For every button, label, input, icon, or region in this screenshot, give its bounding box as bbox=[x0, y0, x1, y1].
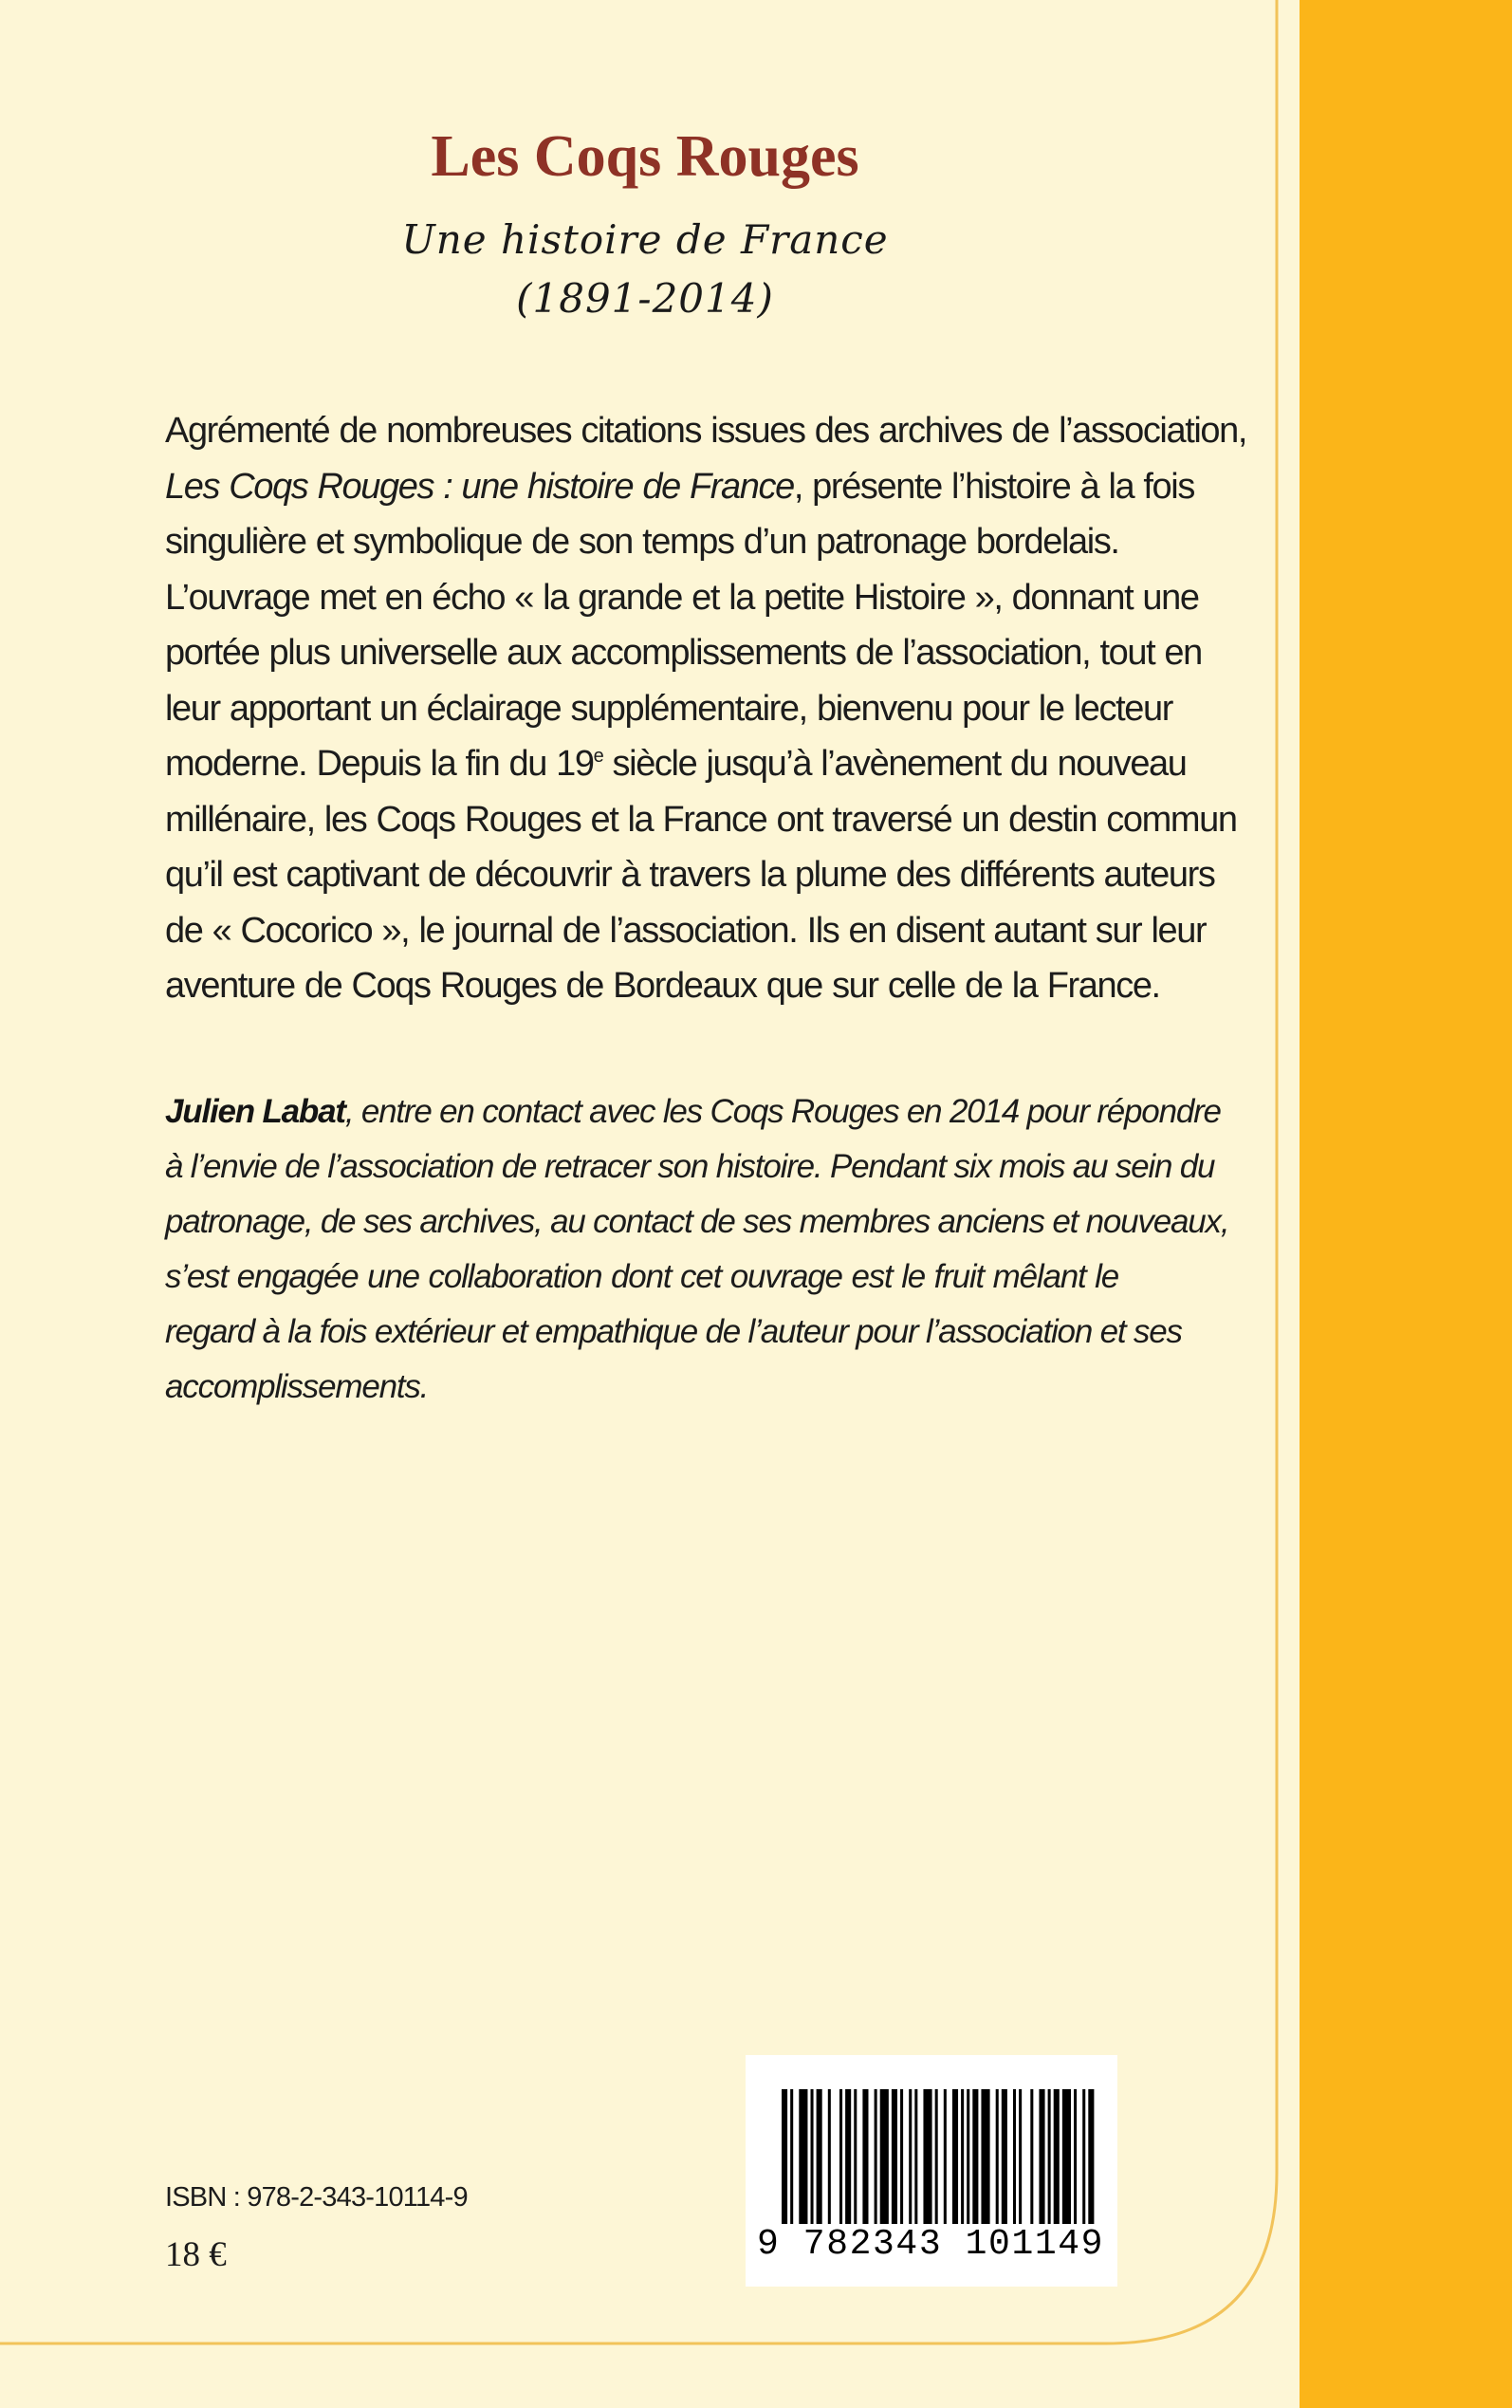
description-line: L’ouvrage met en écho « la grande et la petite Histoire », donnant une bbox=[165, 577, 1199, 618]
bio-line: à l’envie de l’association de retracer son histoire. Pendant six mois au sein du bbox=[165, 1148, 1215, 1185]
description-line bbox=[165, 459, 1194, 515]
century-superscript: e bbox=[593, 746, 603, 767]
description-line: leur apportant un éclairage supplémentaire, bienvenu pour le lecteur bbox=[165, 688, 1172, 729]
description-line: singulière et symbolique de son temps d’un patronage bordelais. bbox=[165, 522, 1119, 562]
barcode-bar bbox=[1088, 2089, 1094, 2230]
barcode-bar bbox=[1019, 2089, 1022, 2230]
description-text: siècle jusqu’à l’avènement du nouveau bbox=[602, 744, 1187, 784]
description-line: aventure de Coqs Rouges de Bordeaux que sur celle de la France. bbox=[165, 966, 1160, 1006]
barcode-bar bbox=[1039, 2089, 1044, 2230]
description-text: moderne. Depuis la fin du 19 bbox=[165, 744, 594, 784]
book-dates: (1891-2014) bbox=[516, 275, 774, 322]
bio-line: s’est engagée une collaboration dont cet ouvrage est le fruit mêlant le bbox=[165, 1258, 1118, 1295]
description-line: millénaire, les Coqs Rouges et la France ont traversé un destin commun bbox=[165, 799, 1237, 840]
description-line bbox=[165, 736, 1187, 792]
barcode-bar bbox=[909, 2089, 912, 2230]
barcode-bar bbox=[1062, 2089, 1071, 2230]
barcode-bar bbox=[923, 2089, 931, 2230]
barcode-bar bbox=[967, 2089, 969, 2230]
bio-line: regard à la fois extérieur et empathique de l’auteur pour l’association et ses bbox=[165, 1313, 1182, 1350]
barcode-bar bbox=[1074, 2089, 1077, 2230]
barcode-bar bbox=[811, 2089, 814, 2230]
barcode-bar bbox=[914, 2089, 917, 2230]
barcode-bar bbox=[799, 2089, 807, 2230]
barcode-bar bbox=[875, 2089, 877, 2230]
barcode-bar bbox=[862, 2089, 868, 2230]
barcode-bar bbox=[828, 2089, 831, 2230]
barcode-digits: 9 782343 101149 bbox=[757, 2224, 1108, 2265]
bio-line: accomplissements. bbox=[165, 1368, 429, 1405]
barcode-bar bbox=[981, 2089, 989, 2230]
description-line: portée plus universelle aux accomplissements de l’association, tout en bbox=[165, 633, 1202, 673]
description-line: Agrémenté de nombreuses citations issues des archives de l’association, bbox=[165, 411, 1247, 451]
bio-text: , entre en contact avec les Coqs Rouges en 2014 pour répondre bbox=[344, 1093, 1221, 1130]
barcode-bar bbox=[1030, 2089, 1033, 2230]
barcode-bar bbox=[996, 2089, 999, 2230]
isbn-number: ISBN : 978-2-343-10114-9 bbox=[165, 2182, 468, 2213]
description-text: , présente l’histoire à la fois bbox=[793, 466, 1194, 507]
book-title-citation: Les Coqs Rouges : une histoire de France bbox=[165, 466, 794, 507]
author-biography bbox=[165, 1084, 1229, 1415]
book-title: Les Coqs Rouges bbox=[431, 124, 859, 189]
barcode-bar bbox=[854, 2089, 857, 2230]
barcode-bar bbox=[892, 2089, 897, 2230]
barcode-bar bbox=[900, 2089, 903, 2230]
barcode-bar bbox=[880, 2089, 889, 2230]
bio-line: patronage, de ses archives, au contact de ses membres anciens et nouveaux, bbox=[165, 1203, 1229, 1240]
barcode-bar bbox=[935, 2089, 938, 2230]
barcode-bar bbox=[845, 2089, 851, 2230]
barcode-bar bbox=[839, 2089, 842, 2230]
description-line: qu’il est captivant de découvrir à travers la plume des différents auteurs bbox=[165, 855, 1215, 895]
barcode-bar bbox=[944, 2089, 947, 2230]
barcode-bar bbox=[817, 2089, 822, 2230]
barcode-bar bbox=[1054, 2089, 1060, 2230]
barcode-bar bbox=[1013, 2089, 1016, 2230]
barcode bbox=[746, 2055, 1117, 2287]
description-line: de « Cocorico », le journal de l’association. Ils en disent autant sur leur bbox=[165, 910, 1207, 951]
barcode-bar bbox=[1048, 2089, 1051, 2230]
barcode-bar bbox=[1082, 2089, 1085, 2230]
book-subtitle: Une histoire de France bbox=[401, 216, 889, 263]
barcode-bar bbox=[952, 2089, 958, 2230]
book-description bbox=[165, 403, 1247, 1014]
bio-line bbox=[165, 1084, 1221, 1139]
barcode-bar bbox=[961, 2089, 964, 2230]
price-label: 18 € bbox=[165, 2235, 227, 2274]
author-name: Julien Labat bbox=[165, 1093, 345, 1130]
barcode-bar bbox=[1002, 2089, 1007, 2230]
